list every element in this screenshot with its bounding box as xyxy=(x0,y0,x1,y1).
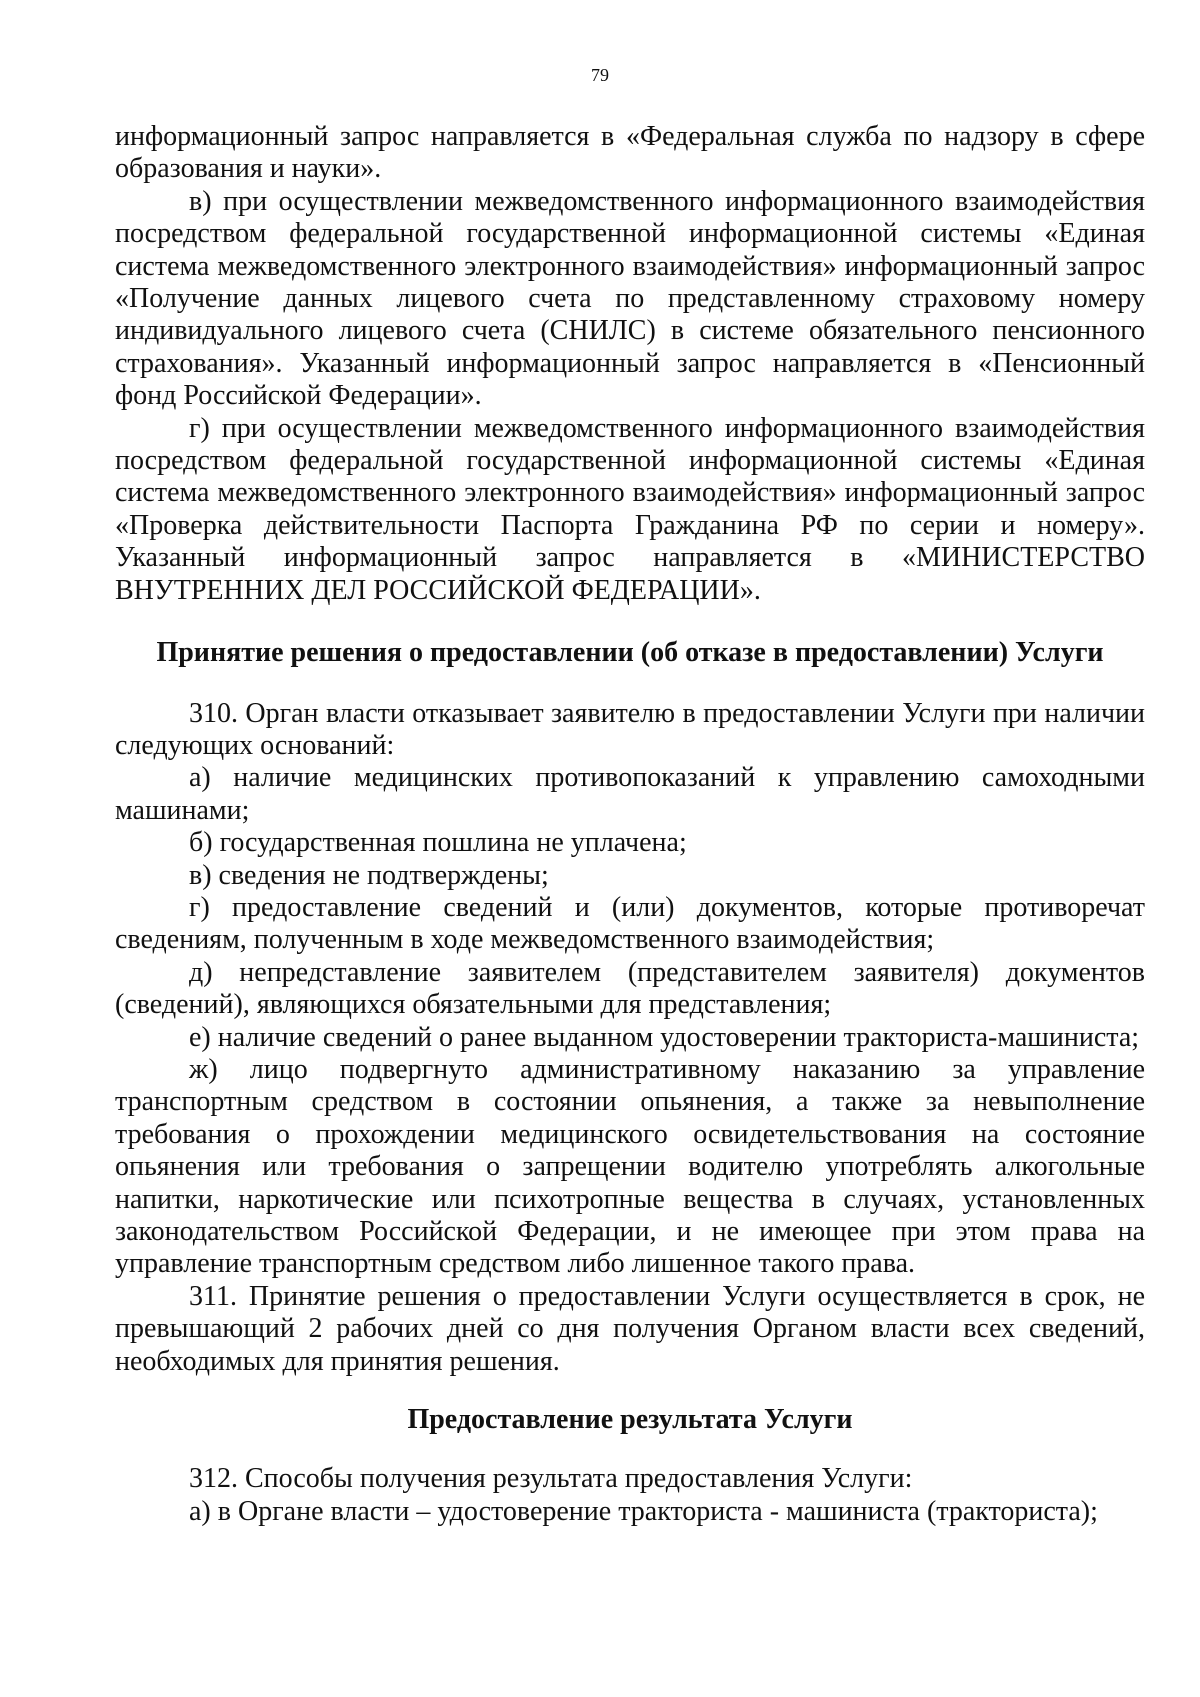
list-item-e: е) наличие сведений о ранее выданном удостоверении тракториста-машиниста; xyxy=(189,1021,1140,1053)
list-item-312-a: а) в Органе власти – удостоверение тракториста - машиниста (тракториста); xyxy=(189,1495,1098,1527)
paragraph-item-g-passport-check: г) при осуществлении межведомственного информационного взаимодействия посредством федеральной государственной информационной системы «Единая система межведомственного электронного взаимодействия» информационный запрос «Проверка действительности Паспорта Гражданина РФ по серии и номеру». Указанный информационный запрос направляется в «МИНИСТЕРСТВО ВНУТРЕННИХ ДЕЛ РОССИЙСКОЙ ФЕДЕРАЦИИ». xyxy=(115,412,1145,606)
list-item-a: а) наличие медицинских противопоказаний к управлению самоходными машинами; xyxy=(115,762,1145,826)
paragraph-item-v-pension-fund: в) при осуществлении межведомственного информационного взаимодействия посредством федеральной государственной информационной системы «Единая система межведомственного электронного взаимодействия» информационный запрос «Получение данных лицевого счета по представленному страховому номеру индивидуального лицевого счета (СНИЛС) в системе обязательного пенсионного страхования». Указанный информационный запрос направляется в «Пенсионный фонд Российской Федерации». xyxy=(115,185,1145,412)
list-item-d: д) непредставление заявителем (представителем заявителя) документов (сведений), являющихся обязательными для представления; xyxy=(115,956,1145,1021)
paragraph-info-request-fns-continuation: информационный запрос направляется в «Федеральная служба по надзору в сфере образования и науки». xyxy=(115,121,1145,185)
list-item-v: в) сведения не подтверждены; xyxy=(189,859,549,891)
list-item-zh: ж) лицо подвергнуто административному наказанию за управление транспортным средством в состоянии опьянения, а также за невыполнение требования о прохождении медицинского освидетельствования на состояние опьянения или требования о запрещении водителю употреблять алкогольные напитки, наркотические или психотропные вещества в случаях, установленных законодательством Российской Федерации, и не имеющее при этом права на управление транспортным средством либо лишенное такого права. xyxy=(115,1053,1145,1280)
list-item-b: б) государственная пошлина не уплачена; xyxy=(189,827,687,859)
paragraph-310: 310. Орган власти отказывает заявителю в предоставлении Услуги при наличии следующих оснований: xyxy=(115,697,1145,761)
paragraph-312: 312. Способы получения результата предоставления Услуги: xyxy=(189,1463,913,1495)
document-body xyxy=(115,121,1145,1528)
paragraph-311: 311. Принятие решения о предоставлении Услуги осуществляется в срок, не превышающий 2 рабочих дней со дня получения Органом власти всех сведений, необходимых для принятия решения. xyxy=(115,1280,1145,1377)
section-heading-decision: Принятие решения о предоставлении (об отказе в предоставлении) Услуги xyxy=(156,637,1104,669)
list-item-g: г) предоставление сведений и (или) документов, которые противоречат сведениям, полученным в ходе межведомственного взаимодействия; xyxy=(115,891,1145,956)
page-number: 79 xyxy=(591,65,609,85)
section-heading-result: Предоставление результата Услуги xyxy=(407,1404,853,1436)
